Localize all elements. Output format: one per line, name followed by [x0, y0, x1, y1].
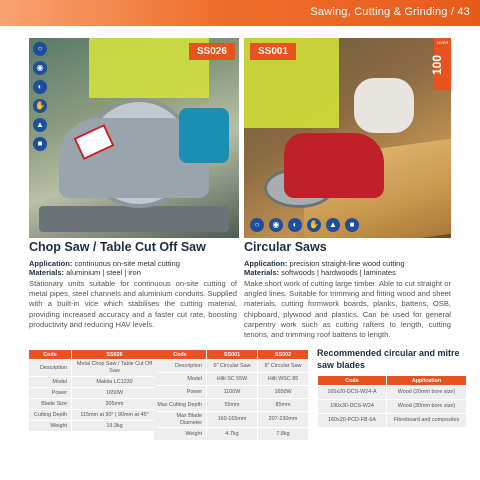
- spec-table-ss001: [153, 349, 309, 441]
- row-value: Hilti WSC 85: [258, 373, 308, 385]
- ear-defender-icon: ◐: [33, 80, 47, 94]
- application-label: Application:: [244, 259, 288, 268]
- saw-base: [39, 206, 229, 232]
- table-row: [29, 377, 157, 387]
- goggles-icon: ○: [250, 218, 264, 232]
- materials-line: [244, 268, 396, 277]
- table-header: Code: [318, 376, 386, 385]
- boot-icon: ■: [345, 218, 359, 232]
- table-row: [154, 386, 308, 398]
- product-description: Make short work of cutting large timber. Able to cut straight or angled lines. Suitable for trimming and fitting wood and sheet materials, cutting formwork boards, planks, battens, OSB, chipboard, plywood and plastics. Can be used for general carpentry work such as cutting rafters to length, cutting tenons, and trimming roof battens to length.: [244, 279, 451, 340]
- row-value: 4.7kg: [207, 428, 257, 440]
- glove-icon: ✋: [33, 99, 47, 113]
- over-100-badge: [430, 38, 451, 90]
- row-value: 1650W: [258, 386, 308, 398]
- row-label: Blade Size: [29, 399, 71, 409]
- mask-icon: ◉: [269, 218, 283, 232]
- section-title: Sawing, Cutting & Grinding / 43: [310, 6, 470, 18]
- table-header: SS002: [258, 350, 308, 359]
- row-label: Cutting Depth: [29, 410, 71, 420]
- table-row: [318, 386, 466, 399]
- page-header-bar: [0, 0, 480, 26]
- circular-saw-photo: [244, 38, 451, 238]
- row-label: Model: [154, 373, 206, 385]
- product-code-tag: SS001: [250, 43, 296, 60]
- table-row: [29, 388, 157, 398]
- table-row: [29, 399, 157, 409]
- row-label: Description: [29, 360, 71, 376]
- blade-code: 160x20-PCD-FB-6A: [318, 414, 386, 427]
- row-value: Hilti SC 55W: [207, 373, 257, 385]
- table-row: [154, 428, 308, 440]
- recommended-blades-table: [317, 375, 467, 428]
- product-title: Circular Saws: [244, 240, 327, 254]
- blade-application: Fibreboard and composites: [387, 414, 466, 427]
- row-label: Description: [154, 360, 206, 372]
- table-row: [318, 400, 466, 413]
- blade-code: 190x30-DCS-W24: [318, 400, 386, 413]
- application-line: [29, 259, 180, 268]
- row-value: Makita LC1230: [72, 377, 157, 387]
- row-value: 115mm at 90° | 90mm at 45°: [72, 410, 157, 420]
- chop-saw-photo: [29, 38, 239, 238]
- table-row: [29, 421, 157, 431]
- table-row: [154, 399, 308, 411]
- table-row: [154, 360, 308, 372]
- table-header: SS026: [72, 350, 157, 359]
- row-value: 55mm: [207, 399, 257, 411]
- ppe-icons-column: [33, 42, 49, 151]
- ear-defender-icon: ◐: [288, 218, 302, 232]
- badge-number: 100: [430, 54, 445, 76]
- blade-application: Wood (30mm bore size): [387, 400, 466, 413]
- badge-small-text: OVER: [437, 40, 449, 45]
- materials-value: softwoods | hardwoods | laminates: [281, 268, 396, 277]
- work-glove: [354, 78, 414, 133]
- materials-label: Materials:: [29, 268, 65, 277]
- hard-hat-icon: ▲: [33, 118, 47, 132]
- row-value: 305mm: [72, 399, 157, 409]
- row-value: 9" Circular Saw: [258, 360, 308, 372]
- spec-table-ss026: [28, 349, 158, 432]
- application-line: [244, 259, 405, 268]
- glove-icon: ✋: [307, 218, 321, 232]
- saw-motor: [179, 108, 229, 163]
- circular-saw-body: [284, 133, 384, 198]
- table-header: Application: [387, 376, 466, 385]
- row-value: 1100W: [207, 386, 257, 398]
- goggles-icon: ○: [33, 42, 47, 56]
- materials-value: aluminium | steel | iron: [66, 268, 141, 277]
- hard-hat-icon: ▲: [326, 218, 340, 232]
- recommended-blades-heading: Recommended circular and mitre saw blades: [317, 348, 460, 370]
- application-value: continuous on-site metal cutting: [74, 259, 180, 268]
- row-label: Max Blade Diameter: [154, 412, 206, 427]
- table-row: [318, 414, 466, 427]
- product-title: Chop Saw / Table Cut Off Saw: [29, 240, 206, 254]
- materials-label: Materials:: [244, 268, 280, 277]
- table-row: [29, 410, 157, 420]
- row-value: 7.8kg: [258, 428, 308, 440]
- boot-icon: ■: [33, 137, 47, 151]
- row-label: Model: [29, 377, 71, 387]
- table-row: [29, 360, 157, 376]
- row-value: Metal Chop Saw / Table Cut Off Saw: [72, 360, 157, 376]
- row-value: 19.3kg: [72, 421, 157, 431]
- row-value: 160-165mm: [207, 412, 257, 427]
- ppe-icons-row: [250, 218, 359, 232]
- materials-line: [29, 268, 141, 277]
- product-description: Stationary units suitable for continuous on-site cutting of metal pipes, steel channels and aluminium conduits. Supplied with a built-in vice which stabilises the cutting material, providing increased accuracy and a faster cut rate, boosting productivity and reducing HAV levels.: [29, 279, 237, 329]
- blade-code: 165x20-DCS-W24-A: [318, 386, 386, 399]
- application-label: Application:: [29, 259, 73, 268]
- row-label: Power: [29, 388, 71, 398]
- row-label: Max Cutting Depth: [154, 399, 206, 411]
- row-label: Weight: [154, 428, 206, 440]
- row-value: 1650W: [72, 388, 157, 398]
- row-value: 85mm: [258, 399, 308, 411]
- row-label: Power: [154, 386, 206, 398]
- table-header: Code: [29, 350, 71, 359]
- blade-application: Wood (20mm bore size): [387, 386, 466, 399]
- application-value: precision straight-line wood cutting: [289, 259, 405, 268]
- table-row: [154, 412, 308, 427]
- table-header: SS001: [207, 350, 257, 359]
- mask-icon: ◉: [33, 61, 47, 75]
- table-row: [154, 373, 308, 385]
- row-value: 6" Circular Saw: [207, 360, 257, 372]
- row-value: 207-230mm: [258, 412, 308, 427]
- product-code-tag: SS026: [189, 43, 235, 60]
- row-label: Weight: [29, 421, 71, 431]
- table-header: Code: [154, 350, 206, 359]
